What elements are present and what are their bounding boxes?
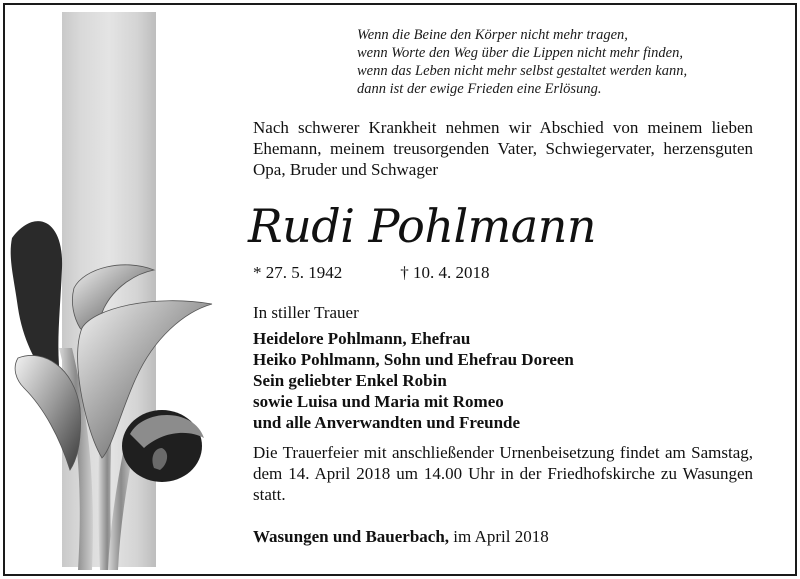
- place-and-date: [253, 526, 549, 547]
- death-date: † 10. 4. 2018: [400, 263, 490, 282]
- mourner-line: Sein geliebter Enkel Robin: [253, 371, 447, 390]
- poem-line: Wenn die Beine den Körper nicht mehr tragen,: [357, 27, 628, 43]
- deceased-name: Rudi Pohlmann: [248, 199, 596, 253]
- poem-line: wenn Worte den Weg über die Lippen nicht mehr finden,: [357, 45, 683, 61]
- poem-line: wenn das Leben nicht mehr selbst gestaltet werden kann,: [357, 63, 688, 79]
- mourner-line: Heidelore Pohlmann, Ehefrau: [253, 329, 471, 348]
- place-date: im April 2018: [449, 527, 549, 546]
- poem: [357, 26, 777, 98]
- funeral-info: Die Trauerfeier mit anschließender Urnenbeisetzung findet am Samstag, dem 14. April 2018 um 14.00 Uhr in der Friedhofskirche zu Wasungen statt.: [253, 443, 753, 504]
- mourners-list: [253, 328, 773, 433]
- birth-date: * 27. 5. 1942: [253, 263, 343, 282]
- mourner-line: und alle Anverwandten und Freunde: [253, 413, 521, 432]
- poem-line: dann ist der ewige Frieden eine Erlösung.: [357, 81, 602, 97]
- mourner-line: Heiko Pohlmann, Sohn und Ehefrau Doreen: [253, 350, 574, 369]
- mourning-label: In stiller Trauer: [253, 303, 359, 322]
- life-dates: [253, 262, 490, 283]
- place-location: Wasungen und Bauerbach,: [253, 527, 450, 546]
- intro-text: Nach schwerer Krankheit nehmen wir Abschied von meinem lieben Ehemann, meinem treusorgenden Vater, Schwiegervater, herzensguten Opa, Bruder und Schwager: [253, 118, 753, 179]
- mourner-line: sowie Luisa und Maria mit Romeo: [253, 392, 504, 411]
- calla-lily-illustration: [4, 208, 224, 570]
